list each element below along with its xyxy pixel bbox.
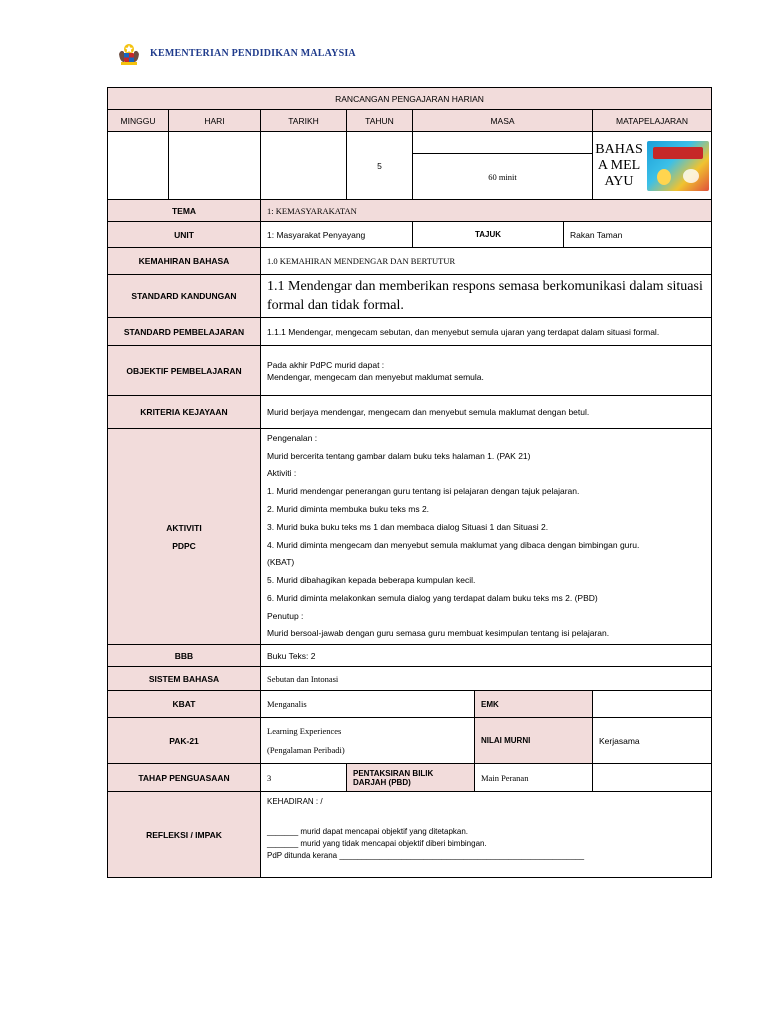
kriteria-label: KRITERIA KEJAYAAN <box>108 396 261 429</box>
nilai-murni-value: Kerjasama <box>593 718 712 764</box>
aktiviti-label <box>108 429 261 645</box>
refleksi-content <box>261 792 712 878</box>
standard-kandungan-value: 1.1 Mendengar dan memberikan respons semasa berkomunikasi dalam situasi formal dan tidak formal. <box>261 275 712 318</box>
aktiviti-line: (KBAT) <box>267 557 295 568</box>
objektif-line-2: Mendengar, mengecam dan menyebut maklumat semula. <box>267 371 484 382</box>
tahap-penguasaan-label: TAHAP PENGUASAAN <box>108 764 261 792</box>
aktiviti-line: 6. Murid diminta melakonkan semula dialog yang terdapat dalam buku teks ms 2. (PBD) <box>267 592 598 603</box>
refleksi-label: REFLEKSI / IMPAK <box>108 792 261 878</box>
lesson-plan-table <box>107 87 712 878</box>
unit-value: 1: Masyarakat Penyayang <box>261 222 413 248</box>
masa-blank <box>413 132 593 154</box>
aktiviti-line: Penutup : <box>267 610 304 621</box>
aktiviti-line: 1. Murid mendengar penerangan guru tentang isi pelajaran dengan tajuk pelajaran. <box>267 486 580 497</box>
col-tarikh: TARIKH <box>261 110 347 132</box>
kbat-value: Menganalis <box>261 691 475 718</box>
page-header <box>116 40 356 66</box>
bbb-value: Buku Teks: 2 <box>261 645 712 667</box>
aktiviti-line: Murid bersoal-jawab dengan guru semasa guru membuat kesimpulan tentang isi pelajaran. <box>267 628 610 639</box>
objektif-line-1: Pada akhir PdPC murid dapat : <box>267 359 385 370</box>
value-hari <box>169 132 261 200</box>
unit-label: UNIT <box>108 222 261 248</box>
refleksi-line-1: _______ murid dapat mencapai objektif yang ditetapkan. <box>267 827 469 836</box>
col-minggu: MINGGU <box>108 110 169 132</box>
value-masa: 60 minit <box>413 154 593 200</box>
aktiviti-line: 3. Murid buka buku teks ms 1 dan membaca dialog Situasi 1 dan Situasi 2. <box>267 521 549 532</box>
aktiviti-line: 5. Murid dibahagikan kepada beberapa kumpulan kecil. <box>267 575 476 586</box>
standard-kandungan-label: STANDARD KANDUNGAN <box>108 275 261 318</box>
objektif-value <box>261 346 712 396</box>
tema-value: 1: KEMASYARAKATAN <box>261 200 712 222</box>
ministry-name: KEMENTERIAN PENDIDIKAN MALAYSIA <box>150 47 356 59</box>
sistem-bahasa-value: Sebutan dan Intonasi <box>261 667 712 691</box>
aktiviti-label-line-2: PDPC <box>172 540 196 551</box>
plan-title: RANCANGAN PENGAJARAN HARIAN <box>108 88 712 110</box>
bahasa-melayu-book-cover <box>647 141 709 191</box>
standard-pembelajaran-value: 1.1.1 Mendengar, mengecam sebutan, dan menyebut semula ujaran yang terdapat dalam situasi formal. <box>261 318 712 346</box>
col-hari: HARI <box>169 110 261 132</box>
standard-pembelajaran-label: STANDARD PEMBELAJARAN <box>108 318 261 346</box>
pbd-label: PENTAKSIRAN BILIK DARJAH (PBD) <box>347 764 475 792</box>
aktiviti-label-line-1: AKTIVITI <box>166 522 202 533</box>
aktiviti-line: Aktiviti : <box>267 468 297 479</box>
bbb-label: BBB <box>108 645 261 667</box>
pak21-value <box>261 718 475 764</box>
aktiviti-line: 4. Murid diminta mengecam dan menyebut semula maklumat yang dibaca dengan bimbingan guru. <box>267 539 640 550</box>
col-matapelajaran: MATAPELAJARAN <box>593 110 712 132</box>
pak21-label: PAK-21 <box>108 718 261 764</box>
tajuk-label: TAJUK <box>413 222 564 248</box>
pak21-value-line-2: (Pengalaman Peribadi) <box>267 744 345 755</box>
kbat-label: KBAT <box>108 691 261 718</box>
col-tahun: TAHUN <box>347 110 413 132</box>
kriteria-value: Murid berjaya mendengar, mengecam dan menyebut semula maklumat dengan betul. <box>261 396 712 429</box>
nilai-murni-label: NILAI MURNI <box>475 718 593 764</box>
tema-label: TEMA <box>108 200 261 222</box>
value-minggu <box>108 132 169 200</box>
pbd-extra <box>593 764 712 792</box>
refleksi-line-3: PdP ditunda kerana _______________________________________________________ <box>267 851 585 860</box>
tahap-penguasaan-value: 3 <box>261 764 347 792</box>
value-tarikh <box>261 132 347 200</box>
pak21-value-line-1: Learning Experiences <box>267 725 342 736</box>
aktiviti-line: Pengenalan : <box>267 432 318 443</box>
matapelajaran-cell <box>593 132 712 200</box>
tajuk-value: Rakan Taman <box>564 222 712 248</box>
emk-label: EMK <box>475 691 593 718</box>
aktiviti-line: Murid bercerita tentang gambar dalam buku teks halaman 1. (PAK 21) <box>267 450 531 461</box>
col-masa: MASA <box>413 110 593 132</box>
malaysia-crest-icon <box>116 40 142 66</box>
emk-value <box>593 691 712 718</box>
aktiviti-line: 2. Murid diminta membuka buku teks ms 2. <box>267 503 430 514</box>
kehadiran-line: KEHADIRAN : / <box>267 797 323 806</box>
value-tahun: 5 <box>347 132 413 200</box>
refleksi-line-2: _______ murid yang tidak mencapai objektif diberi bimbingan. <box>267 839 487 848</box>
kemahiran-value: 1.0 KEMAHIRAN MENDENGAR DAN BERTUTUR <box>261 248 712 275</box>
objektif-label: OBJEKTIF PEMBELAJARAN <box>108 346 261 396</box>
value-matapelajaran: BAHASA MELAYU <box>595 141 643 189</box>
aktiviti-content <box>261 429 712 645</box>
kemahiran-label: KEMAHIRAN BAHASA <box>108 248 261 275</box>
sistem-bahasa-label: SISTEM BAHASA <box>108 667 261 691</box>
pbd-value: Main Peranan <box>475 764 593 792</box>
